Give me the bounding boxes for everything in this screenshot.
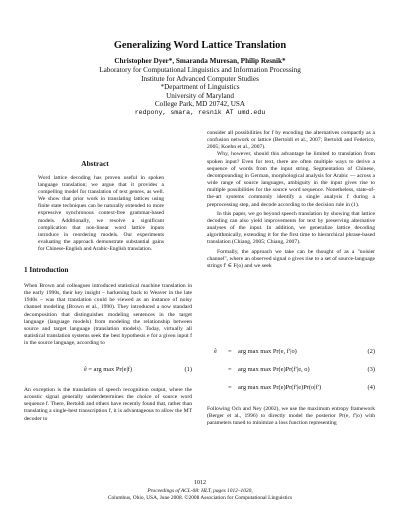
body-paragraph: In this paper, we go beyond speech translation by showing that lattice decoding can also yield improvements for text by preserving alternative analyses of the input. In addition, we generalize lattice decoding algorithmically, extending it for the first time to hierarchical phrase-based translation (Chiang, 2005; Chiang, 2007). [207,210,375,246]
left-column-continued [24,387,192,423]
left-column [24,283,192,347]
body-paragraph: An exception is the translation of speech recognition output, where the acoustic signal generally underdetermines the choice of source word sequence f. There, Bertoldi and others have recently found that, rather than translating a single-best transcription f, it is advantageous to allow the MT decoder to [24,387,192,422]
affiliation-line: University of Maryland [166,91,234,100]
equation-body: arg max max Pr(e, f′|o) [238,348,297,355]
equation-4 [214,384,375,391]
section-heading: 1 Introduction [24,266,69,274]
equation-2 [214,348,375,355]
copyright-line: Columbus, Ohio, USA, June 2008. ©2008 Association for Computational Linguistics [107,494,293,501]
equation-relation: = [228,366,232,373]
equation-body: arg max max Pr(e)Pr(f′|e, o) [238,366,310,373]
body-paragraph: consider all possibilities for f by encoding the alternatives compactly as a confusion network or lattice (Bertoldi et al., 2007; Bertoldi and Federico, 2005; Koehn et al., 2007). [207,130,375,151]
affiliation-line: Laboratory for Computational Linguistics and Information Processing [99,66,301,74]
equation-relation: = [228,384,232,391]
equation-number: (1) [184,366,192,373]
body-paragraph: Following Och and Ney (2002), we use the maximum entropy framework (Berger et al., 1996) to directly model the posterior Pr(e, f′|o) with parameters tuned to minimize a loss function representing [207,406,375,427]
abstract-heading: Abstract [81,159,109,168]
body-paragraph: Why, however, should this advantage be limited to translation from spoken input? Even for text, there are often multiple ways to derive a sequence of words from the input string. Segmentation of Chinese, decompounding in German, morphological analysis for Arabic — across a wide range of source languages, ambiguity in the input gives rise to multiple possibilities for the source word sequence. Nonetheless, state-of-the-art systems commonly identify a single analysis f during a preprocessing step, and decode according to the decision rule in (1). [207,151,375,208]
intro-paragraph: When Brown and colleagues introduced statistical machine translation in the early 1990s, their key insight – harkening back to Weaver in the late 1940s – was that translation could be viewed as an instance of noisy channel modeling (Brown et al., 1990). They introduced a now standard decomposition that distinguishes modeling sentences in the target language (language models) from modeling the relationship between source and target language (translation models). Today, virtually all statistical translation systems seek the best hypothesis e for a given input f in the source language, according to [24,283,192,347]
equation-body: arg max max Pr(e)Pr(f′|e)Pr(o|f′) [238,384,322,391]
equation-3 [214,366,375,373]
equation-number: (2) [367,348,375,355]
equation-relation: = [228,348,232,355]
author-list: Christopher Dyer*, Smaranda Muresan, Philip Resnik* [114,57,286,65]
equation-body: ê = arg max Pr(e|f) [83,366,133,373]
equation-number: (4) [367,384,375,391]
right-column-continued [207,406,375,427]
proceedings-line: Proceedings of ACL-08: HLT, pages 1012–1020, [147,488,253,494]
page-number: 1012 [194,480,206,486]
equation-number: (3) [367,366,375,373]
abstract-text: Word lattice decoding has proven useful in spoken language translation; we argue that it provides a compelling model for translation of text genres, as well. We show that prior work in translating lattices using finite state techniques can be naturally extended to more expressive synchronous context-free grammar-based models. Additionally, we resolve a significant complication that non-linear word lattice inputs introduce in reordering models. Our experiments evaluating the approach demonstrate substantial gains for Chinese-English and Arabic-English translation. [38,175,164,252]
affiliation-line: College Park, MD 20742, USA [154,100,246,108]
author-emails: redpony, smara, resnik AT umd.edu [134,109,266,116]
right-column [207,130,375,270]
equation-1 [24,366,192,373]
equation-lhs: ê [214,348,217,355]
affiliation-line: *Department of Linguistics [160,83,240,91]
body-paragraph: Formally, the approach we take can be thought of as a "noisier channel", where an observed signal o gives rise to a set of source-language strings f′ ∈ F(o) and we seek [207,248,375,269]
paper-title: Generalizing Word Lattice Translation [113,40,287,51]
affiliation-line: Institute for Advanced Computer Studies [141,74,259,83]
